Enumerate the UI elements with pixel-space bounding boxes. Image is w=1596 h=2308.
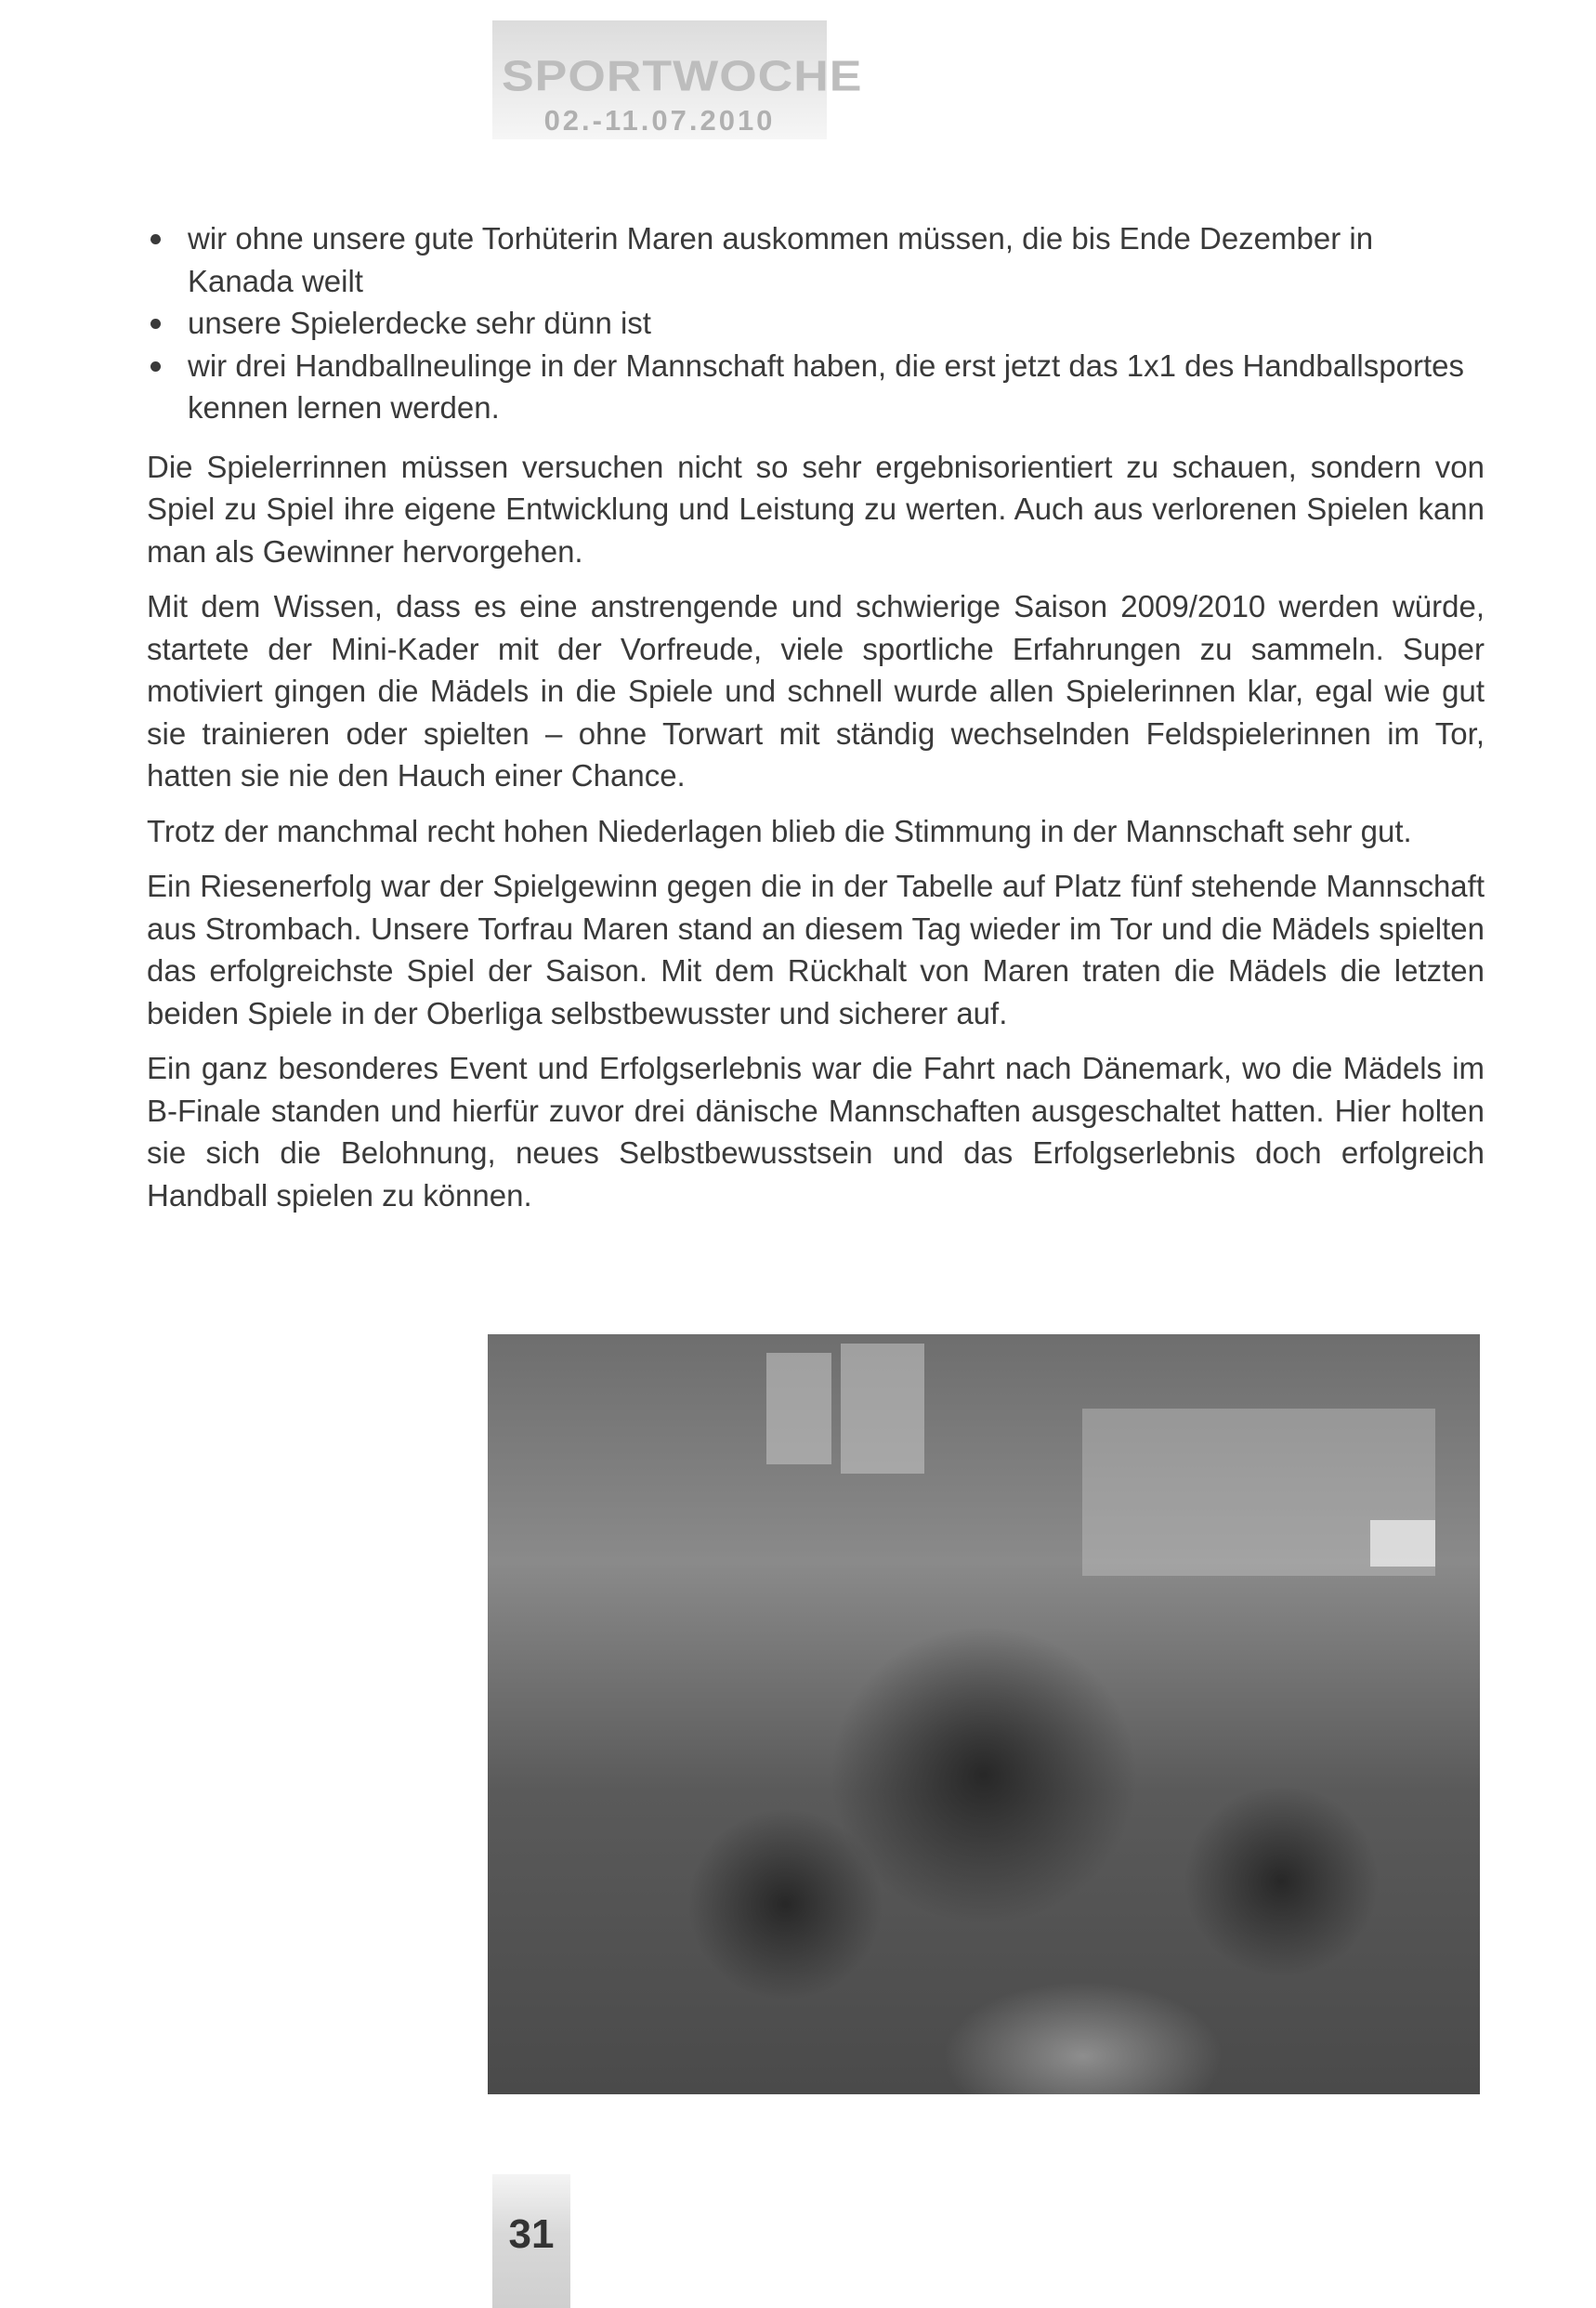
article-body <box>147 217 1485 1216</box>
bullet-icon <box>150 234 161 244</box>
photo-wall-poster <box>841 1344 924 1474</box>
list-item <box>147 302 1485 345</box>
paragraph: Ein ganz besonderes Event und Erfolgserlebnis war die Fahrt nach Dänemark, wo die Mädels im B-Finale standen und hierfür zuvor drei dänische Mannschaften ausgeschaltet hatten. Hier holten sie sich die Belohnung, neues Selbstbewusstsein und das Erfolgserlebnis doch erfolgreich Handball spielen zu können. <box>147 1051 1485 1213</box>
bullet-text: unsere Spielerdecke sehr dünn ist <box>188 306 651 340</box>
paragraph: Die Spielerrinnen müssen versuchen nicht so sehr ergebnisorientiert zu schauen, sondern von Spiel zu Spiel ihre eigene Entwicklung und Leistung zu werten. Auch aus verlorenen Spielen kann man als Gewinner hervorgehen. <box>147 449 1485 569</box>
header-date: 02.-11.07.2010 <box>543 104 776 137</box>
paragraph: Ein Riesenerfolg war der Spielgewinn gegen die in der Tabelle auf Platz fünf stehende Mannschaft aus Strombach. Unsere Torfrau Maren stand an diesem Tag wieder im Tor und die Mädels spielten das erfolgreichste Spiel der Saison. Mit dem Rückhalt von Maren traten die Mädels die letzten beiden Spiele in der Oberliga selbstbewusster und sicherer auf. <box>147 869 1485 1030</box>
bullet-text: wir drei Handballneulinge in der Mannschaft haben, die erst jetzt das 1x1 des Handballsportes kennen lernen werden. <box>188 348 1464 425</box>
page-number: 31 <box>508 2211 555 2257</box>
header-title: SPORTWOCHE <box>502 51 863 101</box>
bullet-list <box>147 217 1485 429</box>
paragraph: Trotz der manchmal recht hohen Niederlagen blieb die Stimmung in der Mannschaft sehr gut. <box>147 813 1412 848</box>
bullet-icon <box>150 319 161 329</box>
team-photo <box>488 1334 1480 2094</box>
photo-wall-sign <box>1370 1520 1435 1567</box>
photo-wall-poster <box>766 1353 831 1464</box>
bullet-icon <box>150 361 161 372</box>
paragraph: Mit dem Wissen, dass es eine anstrengende und schwierige Saison 2009/2010 werden würde, startete der Mini-Kader mit der Vorfreude, viele sportliche Erfahrungen zu sammeln. Super motiviert gingen die Mädels in die Spiele und schnell wurde allen Spielerinnen klar, egal wie gut sie trainieren oder spielten – ohne Torwart mit ständig wechselnden Feldspielerinnen im Tor, hatten sie nie den Hauch einer Chance. <box>147 589 1485 793</box>
bullet-text: wir ohne unsere gute Torhüterin Maren auskommen müssen, die bis Ende Dezember in Kanada weilt <box>188 221 1374 298</box>
list-item <box>147 217 1485 302</box>
list-item <box>147 345 1485 429</box>
